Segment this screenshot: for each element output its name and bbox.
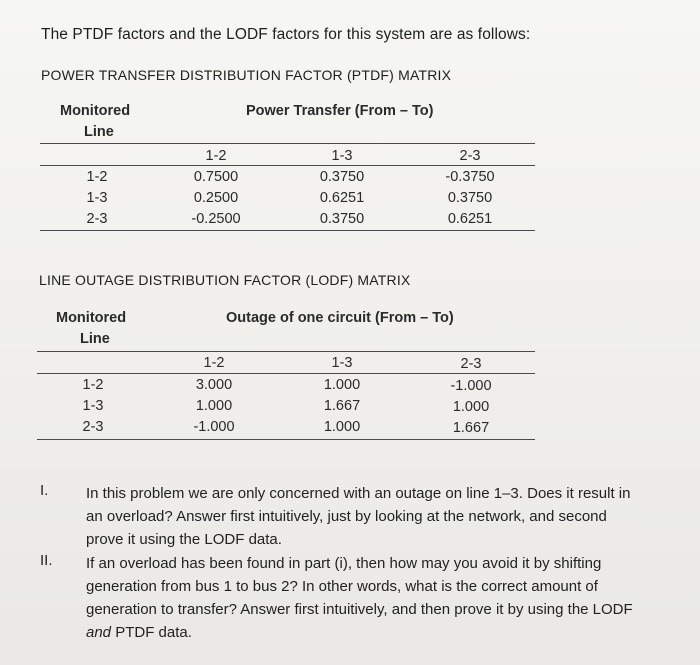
ptdf-cell: -0.3750 [445,169,495,185]
ptdf-col-header: 1-3 [331,148,353,164]
question-number: II. [40,552,53,569]
lodf-col-header: 1-2 [203,355,225,371]
ptdf-title: POWER TRANSFER DISTRIBUTION FACTOR (PTDF) MATRIX [41,67,452,83]
ptdf-row-label: 2-3 [86,211,108,227]
lodf-line-header: Line [80,331,110,347]
question-text [86,552,646,644]
ptdf-cell: 0.6251 [447,211,493,227]
question-text-part: PTDF data. [111,624,192,641]
ptdf-cell: 0.6251 [319,190,365,206]
lodf-col-header: 2-3 [460,356,482,372]
ptdf-group-header: Power Transfer (From – To) [246,103,434,119]
lodf-cell: 1.667 [452,420,490,436]
ptdf-monitored-header: Monitored [60,103,131,119]
ptdf-row-label: 1-3 [86,190,108,206]
question-text: In this problem we are only concerned with an outage on line 1–3. Does it result in an overload? Answer first intuitively, just by looking at the network, and second prove it using the LODF data. [86,485,631,548]
ptdf-top-rule [40,143,535,144]
ptdf-cell: 0.3750 [447,190,493,206]
lodf-group-header: Outage of one circuit (From – To) [226,310,454,326]
ptdf-col-header: 1-2 [205,148,227,164]
ptdf-row-label: 1-2 [86,169,108,185]
ptdf-cell: 0.3750 [319,211,365,227]
lodf-cell: 1.000 [323,377,361,393]
lodf-header-rule [37,373,535,374]
ptdf-bottom-rule [40,230,535,231]
ptdf-header-rule [40,165,535,166]
lodf-row-label: 1-3 [82,398,104,414]
lodf-cell: 1.000 [452,399,490,415]
lodf-cell: 1.000 [195,398,233,414]
lodf-cell: 3.000 [195,377,233,393]
question-text-part: If an overload has been found in part (i), then how may you avoid it by shifting generation from bus 1 to bus 2? In other words, what is the correct amount of generation to transfer? Answer first intuitively, and then prove it by using the LODF [86,555,633,618]
lodf-cell: 1.667 [323,398,361,414]
lodf-row-label: 1-2 [82,377,104,393]
lodf-monitored-header: Monitored [56,310,127,326]
lodf-row-label: 2-3 [82,419,104,435]
lodf-bottom-rule [37,439,535,440]
lodf-cell: -1.000 [450,378,492,394]
lodf-col-header: 1-3 [331,355,353,371]
question-emphasis: and [86,624,112,641]
intro-text: The PTDF factors and the LODF factors for this system are as follows: [41,26,531,43]
ptdf-cell: 0.7500 [193,169,239,185]
ptdf-cell: -0.2500 [191,211,241,227]
lodf-title: LINE OUTAGE DISTRIBUTION FACTOR (LODF) MATRIX [39,272,411,288]
ptdf-cell: 0.2500 [193,190,239,206]
lodf-cell: 1.000 [323,419,361,435]
question-number: I. [40,482,49,499]
lodf-top-rule [37,351,535,352]
ptdf-line-header: Line [84,124,114,140]
ptdf-cell: 0.3750 [319,169,365,185]
lodf-cell: -1.000 [193,419,235,435]
ptdf-col-header: 2-3 [459,148,481,164]
